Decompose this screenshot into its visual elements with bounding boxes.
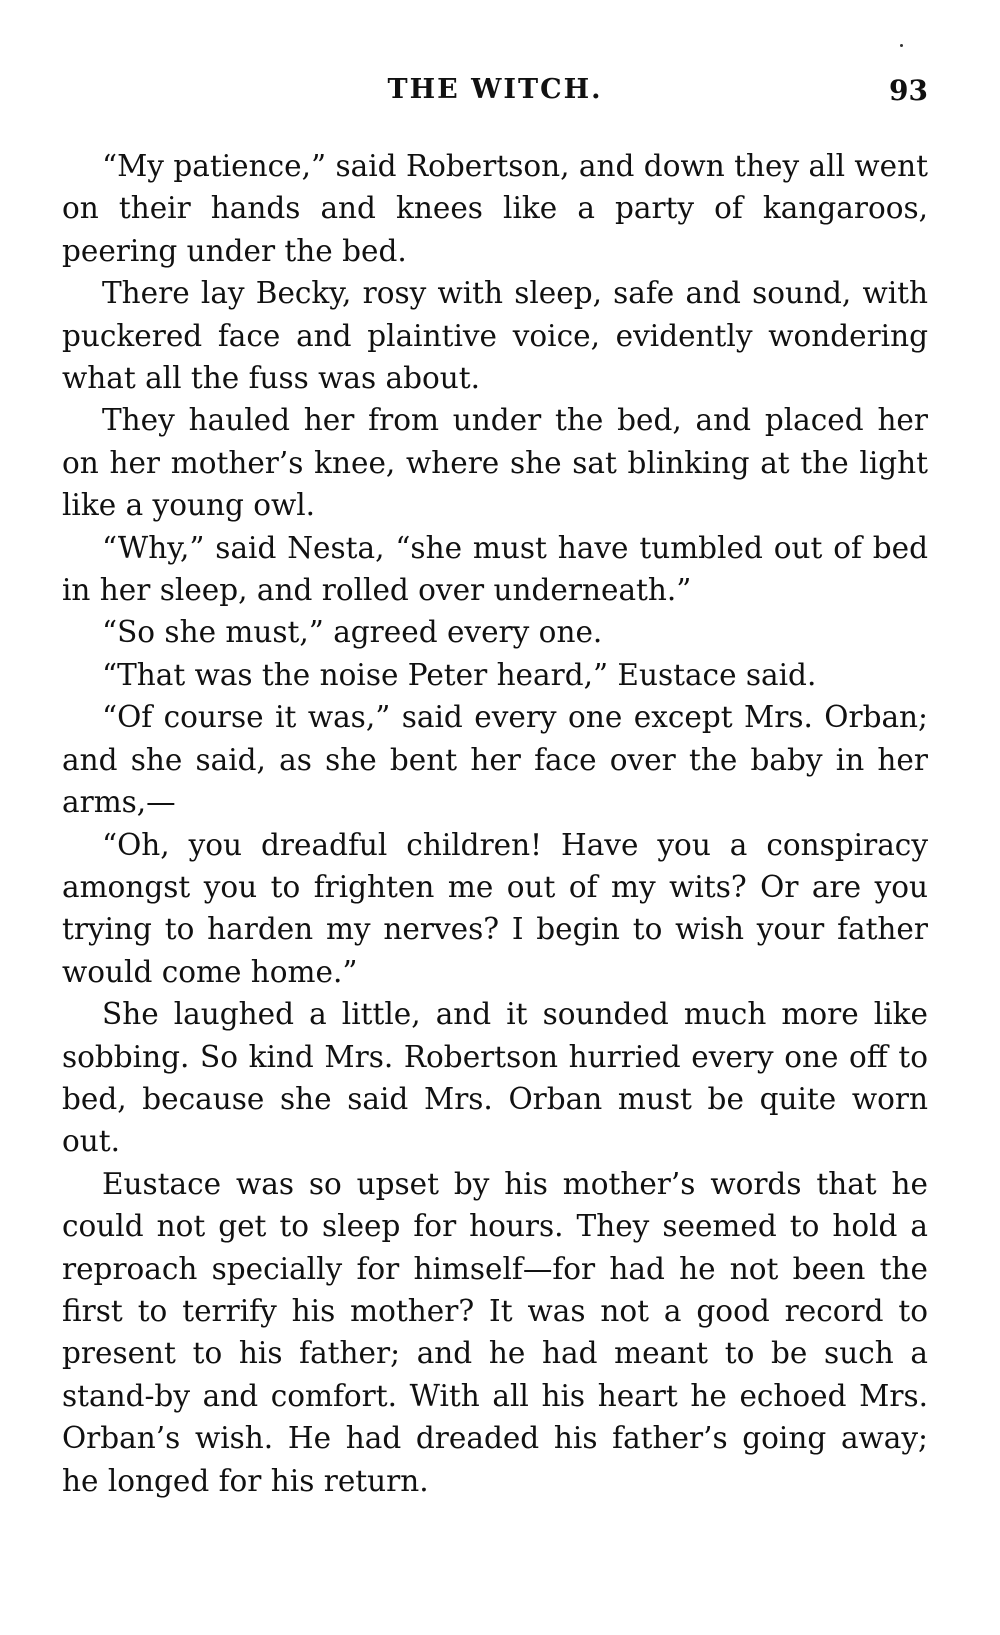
body-text bbox=[62, 145, 928, 1502]
paragraph-7: “Of course it was,” said every one except Mrs. Orban; and she said, as she bent her face over the baby in her arms,— bbox=[62, 700, 928, 820]
paragraph-4: “Why,” said Nesta, “she must have tumbled out of bed in her sleep, and rolled over underneath.” bbox=[62, 530, 928, 608]
paragraph-9: She laughed a little, and it sounded much more like sobbing. So kind Mrs. Robertson hurried every one off to bed, because she said Mrs. Orban must be quite worn out. bbox=[62, 997, 928, 1159]
paragraph-10: Eustace was so upset by his mother’s words that he could not get to sleep for hours. They seemed to hold a reproach specially for himself—for had he not been the first to terrify his mother? It was not a good record to present to his father; and he had meant to be such a stand-by and comfort. With all his heart he echoed Mrs. Orban’s wish. He had dreaded his father’s going away; he longed for his return. bbox=[62, 1166, 928, 1498]
paragraph-5: “So she must,” agreed every one. bbox=[102, 615, 603, 650]
paragraph-2: There lay Becky, rosy with sleep, safe and sound, with puckered face and plaintive voice, evidently wondering what all the fuss was about. bbox=[62, 276, 928, 396]
ink-speck bbox=[900, 44, 903, 47]
page-header bbox=[62, 74, 928, 124]
paragraph-8: “Oh, you dreadful children! Have you a conspiracy amongst you to frighten me out of my wits? Or are you trying to harden my nerves? I begin to wish your father would come home.” bbox=[62, 827, 928, 989]
paragraph-1: “My patience,” said Robertson, and down they all went on their hands and knees like a party of kangaroos, peering under the bed. bbox=[62, 149, 928, 268]
page-number: 93 bbox=[889, 74, 928, 107]
paragraph-3: They hauled her from under the bed, and placed her on her mother’s knee, where she sat blinking at the light like a young owl. bbox=[62, 403, 928, 523]
paragraph-6: “That was the noise Peter heard,” Eustace said. bbox=[102, 657, 817, 692]
running-head: THE WITCH. bbox=[387, 74, 603, 105]
